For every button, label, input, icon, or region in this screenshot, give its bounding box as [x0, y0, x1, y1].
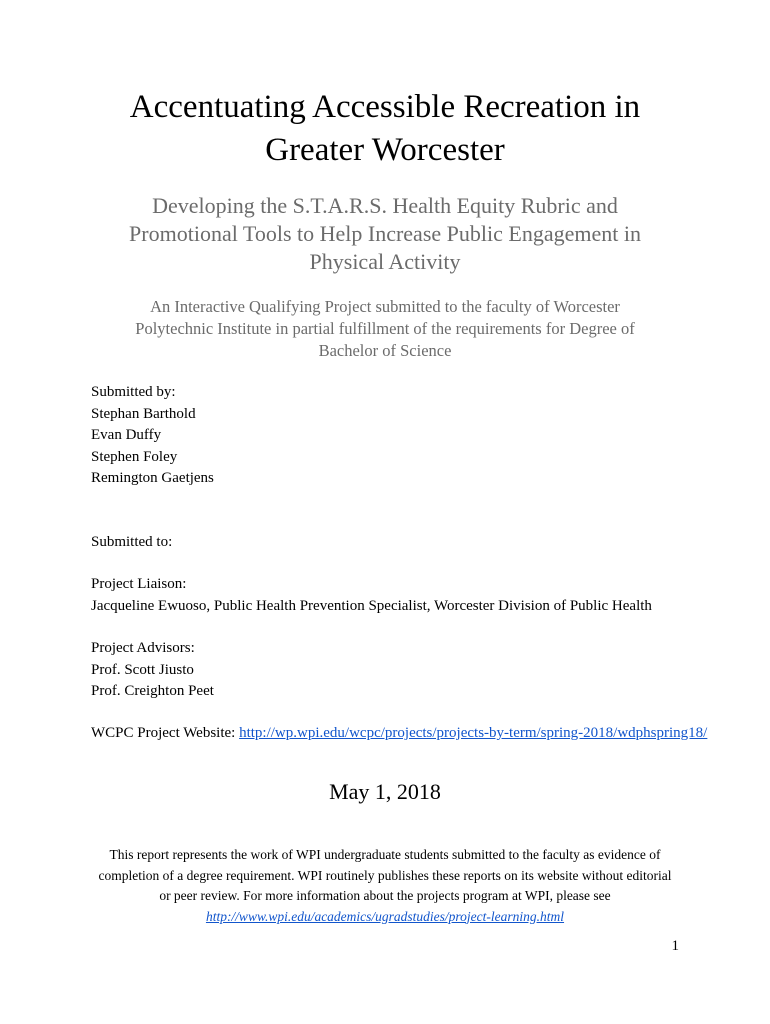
advisors-label: Project Advisors: — [91, 640, 195, 656]
purpose-line-1: An Interactive Qualifying Project submitted to the faculty of Worcester — [150, 297, 620, 316]
project-liaison-section — [91, 574, 652, 617]
project-purpose — [0, 296, 770, 362]
title-line-2: Greater Worcester — [265, 132, 505, 168]
document-subtitle — [0, 192, 770, 276]
subtitle-line-3: Physical Activity — [309, 249, 461, 274]
advisor-name: Prof. Scott Jiusto — [91, 661, 194, 678]
liaison-name: Jacqueline Ewuoso, Public Health Prevention Specialist, Worcester Division of Public Health — [91, 597, 652, 614]
submitted-by-label: Submitted by: — [91, 384, 176, 400]
author-name: Remington Gaetjens — [91, 470, 214, 486]
title-line-1: Accentuating Accessible Recreation in — [129, 89, 641, 125]
purpose-line-2: Polytechnic Institute in partial fulfillment of the requirements for Degree of — [135, 319, 635, 338]
submitted-to-label: Submitted to: — [91, 534, 173, 550]
page-number: 1 — [671, 938, 679, 954]
author-name: Stephan Barthold — [91, 405, 196, 422]
project-advisors-section — [91, 638, 214, 703]
subtitle-line-1: Developing the S.T.A.R.S. Health Equity Rubric and — [152, 193, 618, 218]
report-date: May 1, 2018 — [329, 779, 441, 804]
disclaimer-line-1: This report represents the work of WPI undergraduate students submitted to the faculty as evidence of — [109, 847, 661, 862]
subtitle-line-2: Promotional Tools to Help Increase Public Engagement in — [129, 221, 641, 246]
project-learning-link[interactable]: http://www.wpi.edu/academics/ugradstudies/project-learning.html — [205, 908, 565, 924]
purpose-line-3: Bachelor of Science — [318, 341, 452, 360]
project-website-link[interactable]: http://wp.wpi.edu/wcpc/projects/projects-by-term/spring-2018/wdphspring18/ — [239, 725, 708, 741]
document-title — [0, 86, 770, 172]
submitted-by-section — [91, 382, 214, 490]
disclaimer-line-2: completion of a degree requirement. WPI routinely publishes these reports on its website without editorial — [98, 867, 672, 883]
author-name: Evan Duffy — [91, 427, 162, 443]
website-label: WCPC Project Website: — [91, 725, 240, 741]
disclaimer — [0, 845, 770, 927]
disclaimer-line-3: or peer review. For more information about the projects program at WPI, please see — [159, 888, 611, 903]
submitted-to-section — [91, 532, 172, 554]
liaison-label: Project Liaison: — [91, 576, 187, 592]
advisor-name: Prof. Creighton Peet — [91, 683, 214, 699]
author-name: Stephen Foley — [91, 448, 178, 465]
project-website — [91, 723, 707, 745]
